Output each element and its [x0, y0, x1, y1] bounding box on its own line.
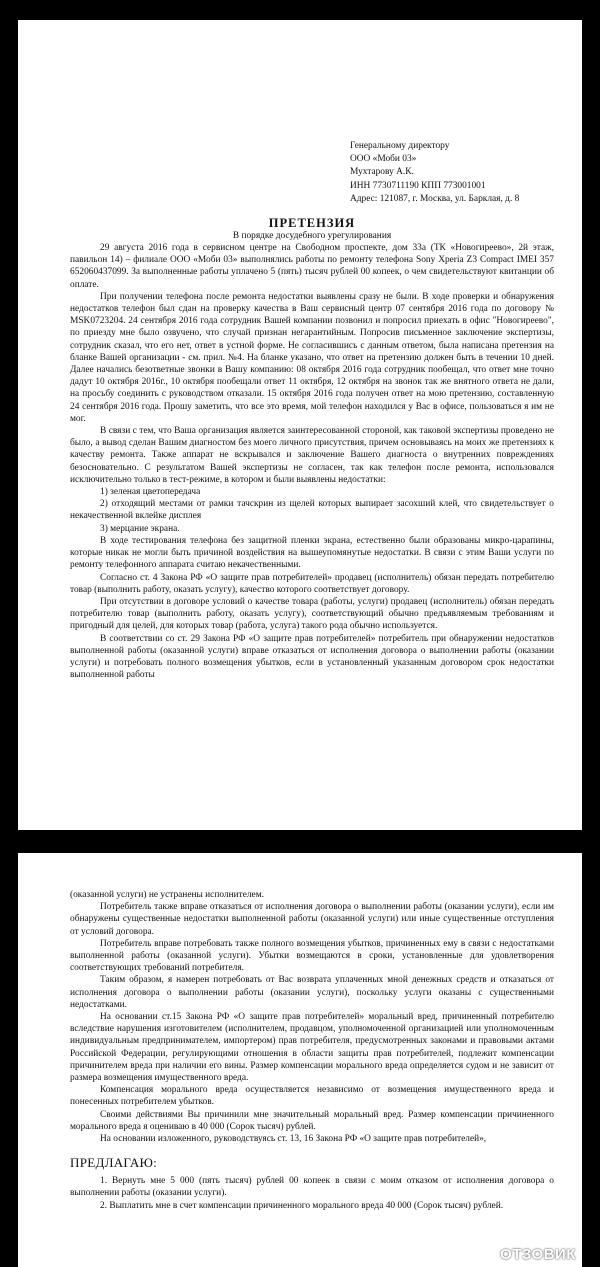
document-subtitle: В порядке досудебного урегулирования	[232, 231, 392, 242]
document-page-2	[18, 853, 582, 1267]
paragraph: На основании изложенного, руководствуясь ст. 13, 16 Закона РФ «О защите прав потребителей»,	[100, 1134, 487, 1145]
proposal-item: 2. Выплатить мне в счет компенсации причиненного морального вреда 40 000 (Сорок тысяч) рублей.	[100, 1200, 504, 1211]
watermark-logo: ОТЗОВИК	[500, 1246, 576, 1263]
paragraph: Согласно ст. 4 Закона РФ «О защите прав потребителей» продавец (исполнитель) обязан передать потребителю товар (выполнить работу, оказать услугу), качество которого соответствует договору.	[70, 572, 554, 595]
paragraph-continuation: (оказанной услуги) не устранены исполнителем.	[70, 890, 264, 900]
addressee-line: ИНН 7730711190 КПП 773001001	[350, 180, 486, 191]
proposal-item: 1. Вернуть мне 5 000 (пять тысяч) рублей 00 копеек в связи с моим отказом от исполнения договора о выполнении работы (оказании услуги).	[70, 1176, 554, 1199]
paragraph: Потребитель также вправе отказаться от исполнения договора о выполнении работы (оказании услуги), если им обнаружены существенные недостатки выполненной работы (оказанной услуги) или иные существенные отступления от условий договора.	[70, 902, 554, 937]
defect-item: 2) отходящий местами от рамки тачскрин из щелей которых выпирает засохший клей, что свидетельствует о некачественной вклейке дисплея	[70, 499, 554, 522]
document-page-1	[18, 20, 582, 830]
paragraph: Своими действиями Вы причинили мне значительный моральный вред. Размер компенсации причиненного морального вреда я оцениваю в 40 000 (Сорок тысяч) рублей.	[70, 1109, 554, 1132]
paragraph: При отсутствии в договоре условий о качестве товара (работы, услуги) продавец (исполнитель) обязан передать потребителю товар (выполнить работу, оказать услугу), соответствующий обычно предъявляемым требованиям и пригодный для целей, для которых товар (работа, услуга) такого рода обычно используется.	[70, 596, 554, 632]
paragraph: Потребитель вправе потребовать также полного возмещения убытков, причиненных ему в связи с недостатками выполненной работы (оказанной услуги). Убытки возмещаются в сроки, установленные для удовлетворения соответствующих требований потребителя.	[70, 938, 554, 974]
addressee-line: ООО «Моби 03»	[350, 154, 417, 165]
addressee-line: Генеральному директору	[350, 141, 450, 151]
defect-item: 3) мерцание экрана.	[100, 523, 180, 534]
paragraph: При получении телефона после ремонта недостатки выявлены сразу не были. В ходе проверки и обнаружения недостатков телефон был сдан на проверку качества в Ваш сервисный центр 07 сентября 2016 года по договору № MSK0723204. 24 сентября 2016 года сотрудник Вашей компании позвонил и попросил приехать в офис "Новогиреево", по приезду мне было озвучено, что случай признан негарантийным. Попросив письменное заключение экспертизы, сотрудник сказал, что его нет, ответ в устной форме. Не согласившись с данным ответом, была написана претензия на бланке Вашей организации - см. прил. №4. На бланке указано, что ответ на претензию должен быть в течении 10 дней. Далее начались безответные звонки в Вашу компанию: 08 октября 2016 года сотрудник пообещал, что ответ мне точно дадут 10 октября 2016г., 10 октября пообещали ответ 11 октября, 12 октября на звонок так же внятного ответа не дали, на просьбу соединить с руководством отказали. 15 октября 2016 года получен ответ на мою претензию, составленную 24 сентября 2016 года. Прошу заметить, что все это время, мой телефон находился у Вас в офисе, пользоваться я им не мог.	[70, 291, 554, 424]
addressee-line: Мухтарову А.К.	[350, 167, 414, 178]
paragraph: В ходе тестирования телефона без защитной пленки экрана, естественно были образованы микро-царапины, которые никак не могли быть причиной воздействия на вышеупомянутые недостатки. В связи с этим Ваши услуги по ремонту телефонного аппарата считаю некачественными.	[70, 535, 554, 571]
paragraph: В соответствии со ст. 29 Закона РФ «О защите прав потребителей» потребитель при обнаружении недостатков выполненной работы (оказанной услуги) вправе отказаться от исполнения договора о выполнении работы (оказании услуги) и потребовать полного возмещения убытков, если в установленный указанным договором срок недостатки выполненной работы	[70, 633, 554, 681]
addressee-block	[350, 140, 554, 206]
addressee-line: Адрес: 121087, г. Москва, ул. Барклая, д. 8	[350, 193, 520, 204]
paragraph: В связи с тем, что Ваша организация является заинтересованной стороной, как таковой экспертизы проведено не было, а вывод сделан Вашим диагностом без моего личного присутствия, причем основываясь на моих же претензиях к качеству ремонта. Также аппарат не вскрывался и заключение Вашего диагноста о внутренних повреждениях безосновательно. С результатом Вашей экспертизы не согласен, так как телефон после ремонта, использовался исключительно только в тест-режиме, в котором и были выявлены недостатки:	[70, 426, 554, 485]
paragraph: Компенсация морального вреда осуществляется независимо от возмещения имущественного вреда и понесенных потребителем убытков.	[70, 1085, 554, 1108]
defect-item: 1) зеленая цветопередача	[100, 487, 201, 498]
paragraph: 29 августа 2016 года в сервисном центре на Свободном проспекте, дом 33а (ТК «Новогиреево», 2й этаж, павильон 14) – филиале ООО «Моби 03» выполнялись работы по ремонту телефона Sony Xperia Z3 Compact IMEI 357 652060437099. За выполненные работы уплачено 5 (пять) тысяч рублей 00 копеек, о чем свидетельствуют квитанции об оплате.	[70, 243, 554, 290]
paragraph: Таким образом, я намерен потребовать от Вас возврата уплаченных мной денежных средств и отказаться от исполнения договора о выполнении работы (оказании услуги), поскольку услуги оказаны с существенными недостатками.	[70, 975, 554, 1010]
paragraph: На основании ст.15 Закона РФ «О защите прав потребителей» моральный вред, причиненный потребителю вследствие нарушения изготовителем (исполнителем, продавцом, уполномоченной организацией или уполномоченным индивидуальным предпринимателем, импортером) прав потребителя, предусмотренных законами и правовыми актами Российской Федерации, регулирующими отношения в области защиты прав потребителей, подлежит компенсации причинителем вреда при наличии его вины. Размер компенсации морального вреда определяется судом и не зависит от размера возмещения имущественного вреда.	[70, 1012, 554, 1084]
propose-heading: ПРЕДЛАГАЮ:	[70, 1155, 158, 1171]
document-title: ПРЕТЕНЗИЯ	[268, 216, 356, 231]
